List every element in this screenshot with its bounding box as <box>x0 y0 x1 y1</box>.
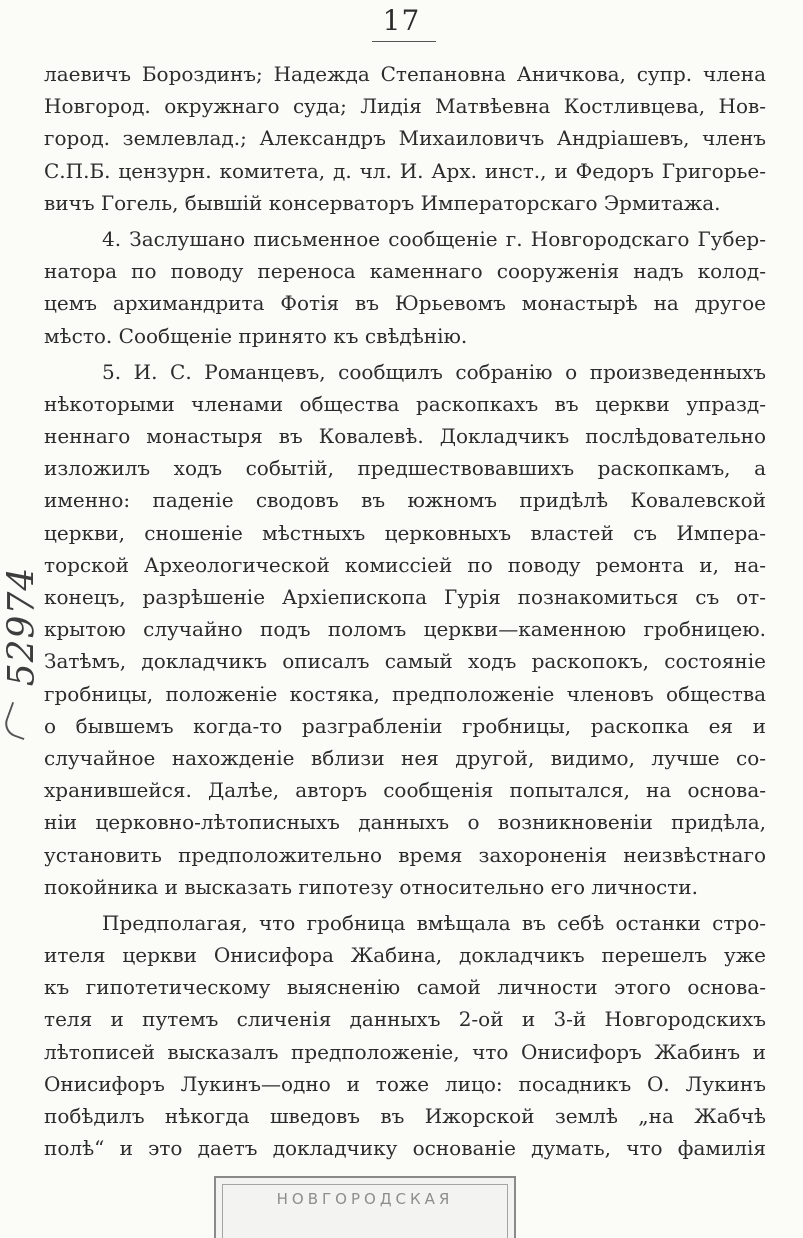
body-text <box>44 58 766 1164</box>
text-line: мѣсто. Сообщеніе принято къ свѣдѣнію. <box>44 323 468 348</box>
text-line: побѣдилъ нѣкогда шведовъ въ Ижорской землѣ „на Жабчѣ <box>44 1104 766 1128</box>
text-line: нѣкоторыми членами общества раскопкахъ въ церкви упразд- <box>44 391 766 416</box>
text-line: покойника и высказать гипотезу относительно его личности. <box>44 874 698 899</box>
text-line: крытою случайно подъ поломъ церкви—каменною гробницею. <box>44 617 766 642</box>
text-line: лѣтописей высказалъ предположеніе, что Онисифоръ Жабинъ и <box>44 1039 766 1064</box>
text-line: цемъ архимандрита Фотія въ Юрьевомъ монастырѣ на другое <box>44 291 766 316</box>
text-line: установить предположительно время захороненія неизвѣстнаго <box>44 842 766 867</box>
text-line: Затѣмъ, докладчикъ описалъ самый ходъ раскопокъ, состояніе <box>44 649 766 674</box>
text-line: именно: паденіе сводовъ въ южномъ придѣлѣ Ковалевской <box>44 488 766 513</box>
text-line: Предполагая, что гробница вмѣщала въ себѣ останки стро- <box>102 910 766 935</box>
text-line: изложилъ ходъ событій, предшествовавшихъ раскопкамъ, а <box>44 456 766 481</box>
stamp-text: НОВГОРОДСКАЯ <box>276 1190 454 1208</box>
text-line: о бывшемъ когда-то разграбленіи гробницы, раскопка ея и <box>44 713 766 738</box>
text-line: полѣ“ и это даетъ докладчику основаніе думать, что фамилія <box>44 1136 766 1161</box>
text-line: гробницы, положеніе костяка, предположеніе членовъ общества <box>44 681 766 706</box>
page-number: 17 <box>382 4 421 37</box>
text-line: теля и путемъ сличенія данныхъ 2-ой и 3-й Новгородскихъ <box>44 1007 766 1032</box>
text-line: натора по поводу переноса каменнаго сооруженія надъ колод- <box>44 259 766 284</box>
text-line: хранившейся. Далѣе, авторъ сообщенія попытался, на основа- <box>44 778 766 803</box>
text-line: неннаго монастыря въ Ковалевѣ. Докладчикъ послѣдовательно <box>44 424 766 449</box>
text-line: торской Археологической комиссіей по поводу ремонта и, на- <box>44 552 766 577</box>
text-line: къ гипотетическому выясненію самой личности этого основа- <box>44 975 766 1000</box>
margin-inventory-number: 52974 <box>1 566 43 687</box>
text-line: случайное нахожденіе вблизи нея другой, видимо, лучше со- <box>44 745 766 770</box>
text-line: ителя церкви Онисифора Жабина, докладчикъ перешелъ уже <box>44 943 766 968</box>
text-line: С.П.Б. цензурн. комитета, д. чл. И. Арх. инст., и Федоръ Григорье- <box>44 158 766 183</box>
text-line: лаевичъ Бороздинъ; Надежда Степановна Аничкова, супр. члена <box>44 62 766 86</box>
text-line: Онисифоръ Лукинъ—одно и тоже лицо: посадникъ О. Лукинъ <box>44 1071 766 1096</box>
page-number-rule <box>372 41 436 42</box>
text-line: 5. И. С. Романцевъ, сообщилъ собранію о произведенныхъ <box>102 359 766 384</box>
text-line: город. землевлад.; Александръ Михаиловичъ Андріашевъ, членъ <box>44 126 766 151</box>
text-line: вичъ Гогель, бывшій консерваторъ Императорскаго Эрмитажа. <box>44 190 721 215</box>
text-line: 4. Заслушано письменное сообщеніе г. Новгородскаго Губер- <box>102 226 766 251</box>
text-line: ніи церковно-лѣтописныхъ данныхъ о возникновеніи придѣла, <box>44 810 766 835</box>
library-stamp <box>214 1176 516 1238</box>
text-line: церкви, сношеніе мѣстныхъ церковныхъ властей съ Импера- <box>44 520 766 545</box>
margin-handwritten-mark <box>1 702 34 740</box>
text-line: Новгород. окружнаго суда; Лидія Матвѣевна Костливцева, Нов- <box>44 94 766 119</box>
text-line: конецъ, разрѣшеніе Архіепископа Гурія познакомиться съ от- <box>44 585 766 609</box>
